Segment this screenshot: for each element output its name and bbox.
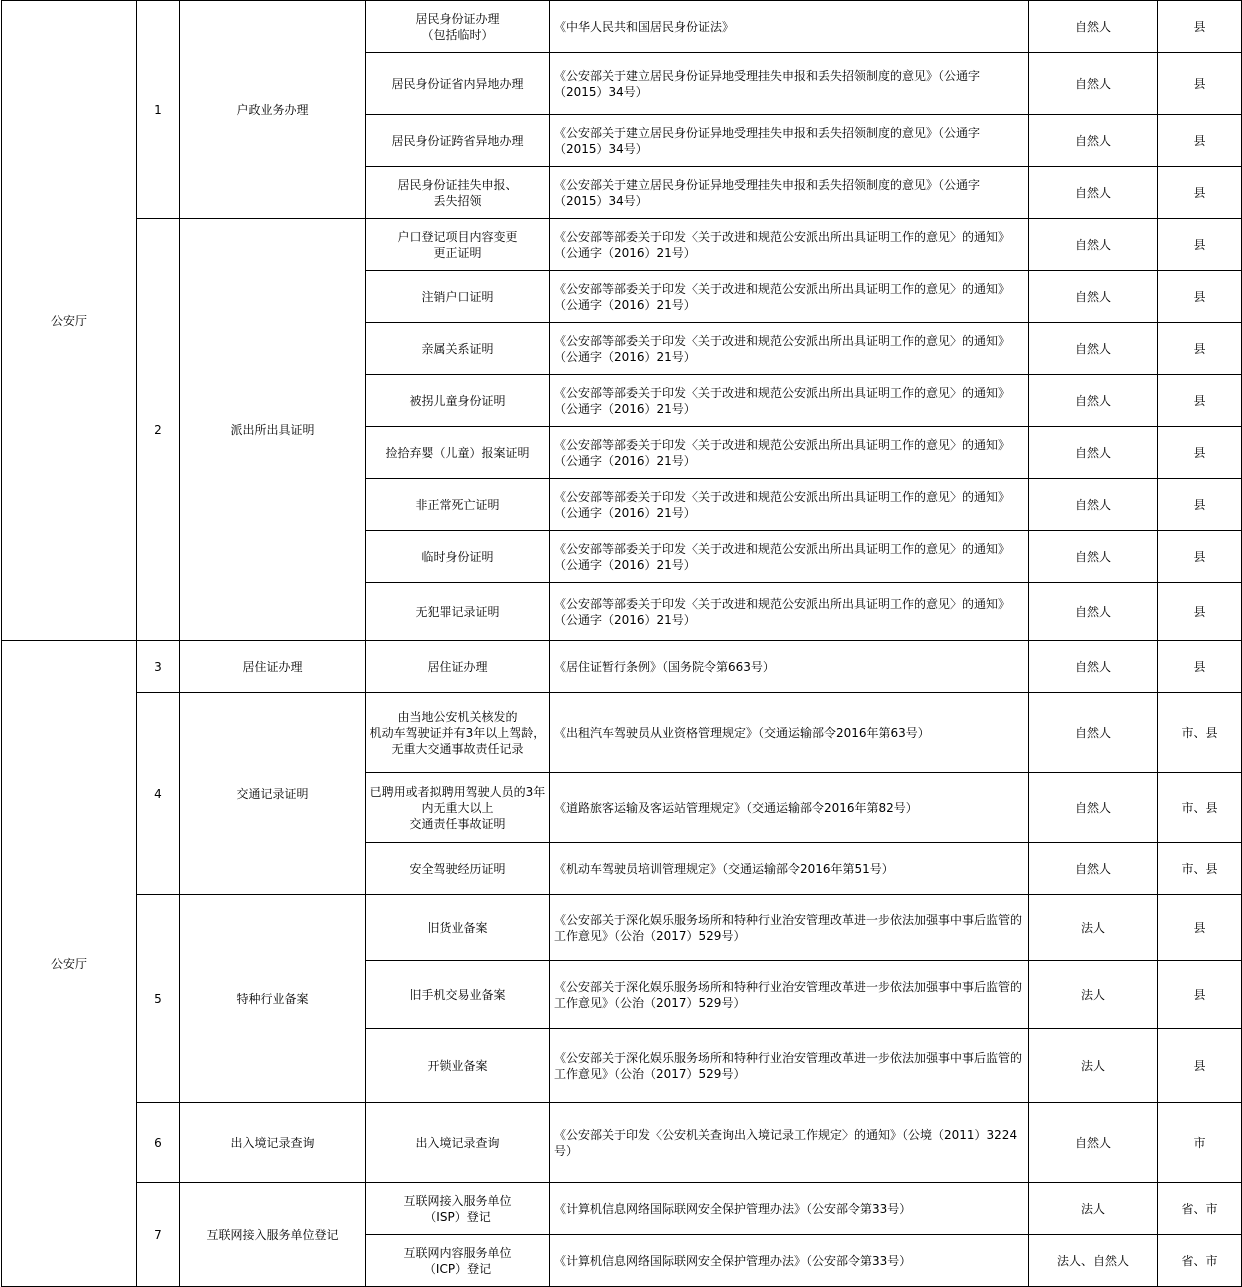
target-cell: 自然人 bbox=[1029, 843, 1158, 895]
table-row bbox=[2, 641, 1242, 693]
level-cell: 县 bbox=[1158, 1029, 1242, 1103]
item-cell: 开锁业备案 bbox=[366, 1029, 550, 1103]
category-number-cell: 7 bbox=[137, 1183, 180, 1287]
services-table bbox=[1, 0, 1242, 1287]
item-cell: 已聘用或者拟聘用驾驶人员的3年内无重大以上 交通责任事故证明 bbox=[366, 773, 550, 843]
basis-cell: 《公安部关于深化娱乐服务场所和特种行业治安管理改革进一步依法加强事中事后监管的工作意见》（公治（2017）529号） bbox=[550, 1029, 1029, 1103]
basis-cell: 《机动车驾驶员培训管理规定》（交通运输部令2016年第51号） bbox=[550, 843, 1029, 895]
item-cell: 无犯罪记录证明 bbox=[366, 583, 550, 641]
level-cell: 县 bbox=[1158, 167, 1242, 219]
category-number-cell: 5 bbox=[137, 895, 180, 1103]
level-cell: 市、县 bbox=[1158, 773, 1242, 843]
item-cell: 居民身份证省内异地办理 bbox=[366, 53, 550, 115]
basis-cell: 《公安部关于建立居民身份证异地受理挂失申报和丢失招领制度的意见》（公通字（2015）34号） bbox=[550, 167, 1029, 219]
target-cell: 自然人 bbox=[1029, 531, 1158, 583]
basis-cell: 《公安部等部委关于印发〈关于改进和规范公安派出所出具证明工作的意见〉的通知》（公通字（2016）21号） bbox=[550, 375, 1029, 427]
item-cell: 出入境记录查询 bbox=[366, 1103, 550, 1183]
category-name-cell: 特种行业备案 bbox=[180, 895, 366, 1103]
category-name-cell: 户政业务办理 bbox=[180, 1, 366, 219]
basis-cell: 《公安部等部委关于印发〈关于改进和规范公安派出所出具证明工作的意见〉的通知》（公通字（2016）21号） bbox=[550, 323, 1029, 375]
target-cell: 自然人 bbox=[1029, 1103, 1158, 1183]
item-cell: 注销户口证明 bbox=[366, 271, 550, 323]
item-cell: 互联网接入服务单位 （ISP）登记 bbox=[366, 1183, 550, 1235]
level-cell: 县 bbox=[1158, 219, 1242, 271]
category-name-cell: 派出所出具证明 bbox=[180, 219, 366, 641]
level-cell: 县 bbox=[1158, 641, 1242, 693]
category-name-cell: 互联网接入服务单位登记 bbox=[180, 1183, 366, 1287]
department-cell: 公安厅 bbox=[2, 641, 137, 1287]
item-cell: 旧货业备案 bbox=[366, 895, 550, 961]
level-cell: 县 bbox=[1158, 427, 1242, 479]
category-number-cell: 1 bbox=[137, 1, 180, 219]
target-cell: 法人、自然人 bbox=[1029, 1235, 1158, 1287]
basis-cell: 《道路旅客运输及客运站管理规定》（交通运输部令2016年第82号） bbox=[550, 773, 1029, 843]
category-name-cell: 出入境记录查询 bbox=[180, 1103, 366, 1183]
level-cell: 县 bbox=[1158, 479, 1242, 531]
level-cell: 县 bbox=[1158, 323, 1242, 375]
target-cell: 自然人 bbox=[1029, 641, 1158, 693]
level-cell: 县 bbox=[1158, 375, 1242, 427]
category-number-cell: 4 bbox=[137, 693, 180, 895]
basis-cell: 《公安部关于深化娱乐服务场所和特种行业治安管理改革进一步依法加强事中事后监管的工作意见》（公治（2017）529号） bbox=[550, 895, 1029, 961]
item-cell: 被拐儿童身份证明 bbox=[366, 375, 550, 427]
table-body bbox=[2, 1, 1242, 1287]
basis-cell: 《公安部等部委关于印发〈关于改进和规范公安派出所出具证明工作的意见〉的通知》（公通字（2016）21号） bbox=[550, 219, 1029, 271]
target-cell: 自然人 bbox=[1029, 167, 1158, 219]
level-cell: 县 bbox=[1158, 115, 1242, 167]
basis-cell: 《公安部等部委关于印发〈关于改进和规范公安派出所出具证明工作的意见〉的通知》（公通字（2016）21号） bbox=[550, 583, 1029, 641]
table-row bbox=[2, 693, 1242, 773]
basis-cell: 《中华人民共和国居民身份证法》 bbox=[550, 1, 1029, 53]
table-row bbox=[2, 219, 1242, 271]
level-cell: 市 bbox=[1158, 1103, 1242, 1183]
item-cell: 居住证办理 bbox=[366, 641, 550, 693]
level-cell: 县 bbox=[1158, 961, 1242, 1029]
item-cell: 户口登记项目内容变更 更正证明 bbox=[366, 219, 550, 271]
level-cell: 县 bbox=[1158, 583, 1242, 641]
target-cell: 自然人 bbox=[1029, 115, 1158, 167]
basis-cell: 《居住证暂行条例》（国务院令第663号） bbox=[550, 641, 1029, 693]
category-name-cell: 交通记录证明 bbox=[180, 693, 366, 895]
category-number-cell: 6 bbox=[137, 1103, 180, 1183]
target-cell: 自然人 bbox=[1029, 219, 1158, 271]
item-cell: 居民身份证跨省异地办理 bbox=[366, 115, 550, 167]
level-cell: 省、市 bbox=[1158, 1183, 1242, 1235]
target-cell: 法人 bbox=[1029, 895, 1158, 961]
target-cell: 自然人 bbox=[1029, 427, 1158, 479]
level-cell: 县 bbox=[1158, 1, 1242, 53]
target-cell: 自然人 bbox=[1029, 583, 1158, 641]
category-number-cell: 2 bbox=[137, 219, 180, 641]
table-row bbox=[2, 1103, 1242, 1183]
basis-cell: 《公安部等部委关于印发〈关于改进和规范公安派出所出具证明工作的意见〉的通知》（公通字（2016）21号） bbox=[550, 427, 1029, 479]
target-cell: 自然人 bbox=[1029, 693, 1158, 773]
department-cell: 公安厅 bbox=[2, 1, 137, 641]
item-cell: 捡拾弃婴（儿童）报案证明 bbox=[366, 427, 550, 479]
target-cell: 自然人 bbox=[1029, 323, 1158, 375]
level-cell: 县 bbox=[1158, 53, 1242, 115]
basis-cell: 《公安部等部委关于印发〈关于改进和规范公安派出所出具证明工作的意见〉的通知》（公通字（2016）21号） bbox=[550, 479, 1029, 531]
basis-cell: 《公安部关于建立居民身份证异地受理挂失申报和丢失招领制度的意见》（公通字（2015）34号） bbox=[550, 115, 1029, 167]
category-name-cell: 居住证办理 bbox=[180, 641, 366, 693]
target-cell: 法人 bbox=[1029, 961, 1158, 1029]
category-number-cell: 3 bbox=[137, 641, 180, 693]
basis-cell: 《计算机信息网络国际联网安全保护管理办法》（公安部令第33号） bbox=[550, 1235, 1029, 1287]
basis-cell: 《公安部关于印发〈公安机关查询出入境记录工作规定〉的通知》（公境（2011）3224号） bbox=[550, 1103, 1029, 1183]
basis-cell: 《公安部等部委关于印发〈关于改进和规范公安派出所出具证明工作的意见〉的通知》（公通字（2016）21号） bbox=[550, 271, 1029, 323]
item-cell: 亲属关系证明 bbox=[366, 323, 550, 375]
level-cell: 县 bbox=[1158, 271, 1242, 323]
target-cell: 自然人 bbox=[1029, 53, 1158, 115]
level-cell: 省、市 bbox=[1158, 1235, 1242, 1287]
item-cell: 居民身份证办理 （包括临时） bbox=[366, 1, 550, 53]
target-cell: 自然人 bbox=[1029, 271, 1158, 323]
target-cell: 自然人 bbox=[1029, 479, 1158, 531]
level-cell: 市、县 bbox=[1158, 693, 1242, 773]
target-cell: 自然人 bbox=[1029, 773, 1158, 843]
basis-cell: 《出租汽车驾驶员从业资格管理规定》（交通运输部令2016年第63号） bbox=[550, 693, 1029, 773]
item-cell: 安全驾驶经历证明 bbox=[366, 843, 550, 895]
basis-cell: 《公安部等部委关于印发〈关于改进和规范公安派出所出具证明工作的意见〉的通知》（公通字（2016）21号） bbox=[550, 531, 1029, 583]
level-cell: 县 bbox=[1158, 895, 1242, 961]
level-cell: 市、县 bbox=[1158, 843, 1242, 895]
table-row bbox=[2, 1183, 1242, 1235]
target-cell: 自然人 bbox=[1029, 1, 1158, 53]
basis-cell: 《公安部关于深化娱乐服务场所和特种行业治安管理改革进一步依法加强事中事后监管的工作意见》（公治（2017）529号） bbox=[550, 961, 1029, 1029]
item-cell: 旧手机交易业备案 bbox=[366, 961, 550, 1029]
item-cell: 临时身份证明 bbox=[366, 531, 550, 583]
target-cell: 自然人 bbox=[1029, 375, 1158, 427]
table-row bbox=[2, 1, 1242, 53]
basis-cell: 《公安部关于建立居民身份证异地受理挂失申报和丢失招领制度的意见》（公通字（2015）34号） bbox=[550, 53, 1029, 115]
item-cell: 非正常死亡证明 bbox=[366, 479, 550, 531]
target-cell: 法人 bbox=[1029, 1029, 1158, 1103]
item-cell: 由当地公安机关核发的 机动车驾驶证并有3年以上驾龄，无重大交通事故责任记录 bbox=[366, 693, 550, 773]
item-cell: 互联网内容服务单位 （ICP）登记 bbox=[366, 1235, 550, 1287]
table-row bbox=[2, 895, 1242, 961]
target-cell: 法人 bbox=[1029, 1183, 1158, 1235]
basis-cell: 《计算机信息网络国际联网安全保护管理办法》（公安部令第33号） bbox=[550, 1183, 1029, 1235]
level-cell: 县 bbox=[1158, 531, 1242, 583]
item-cell: 居民身份证挂失申报、 丢失招领 bbox=[366, 167, 550, 219]
